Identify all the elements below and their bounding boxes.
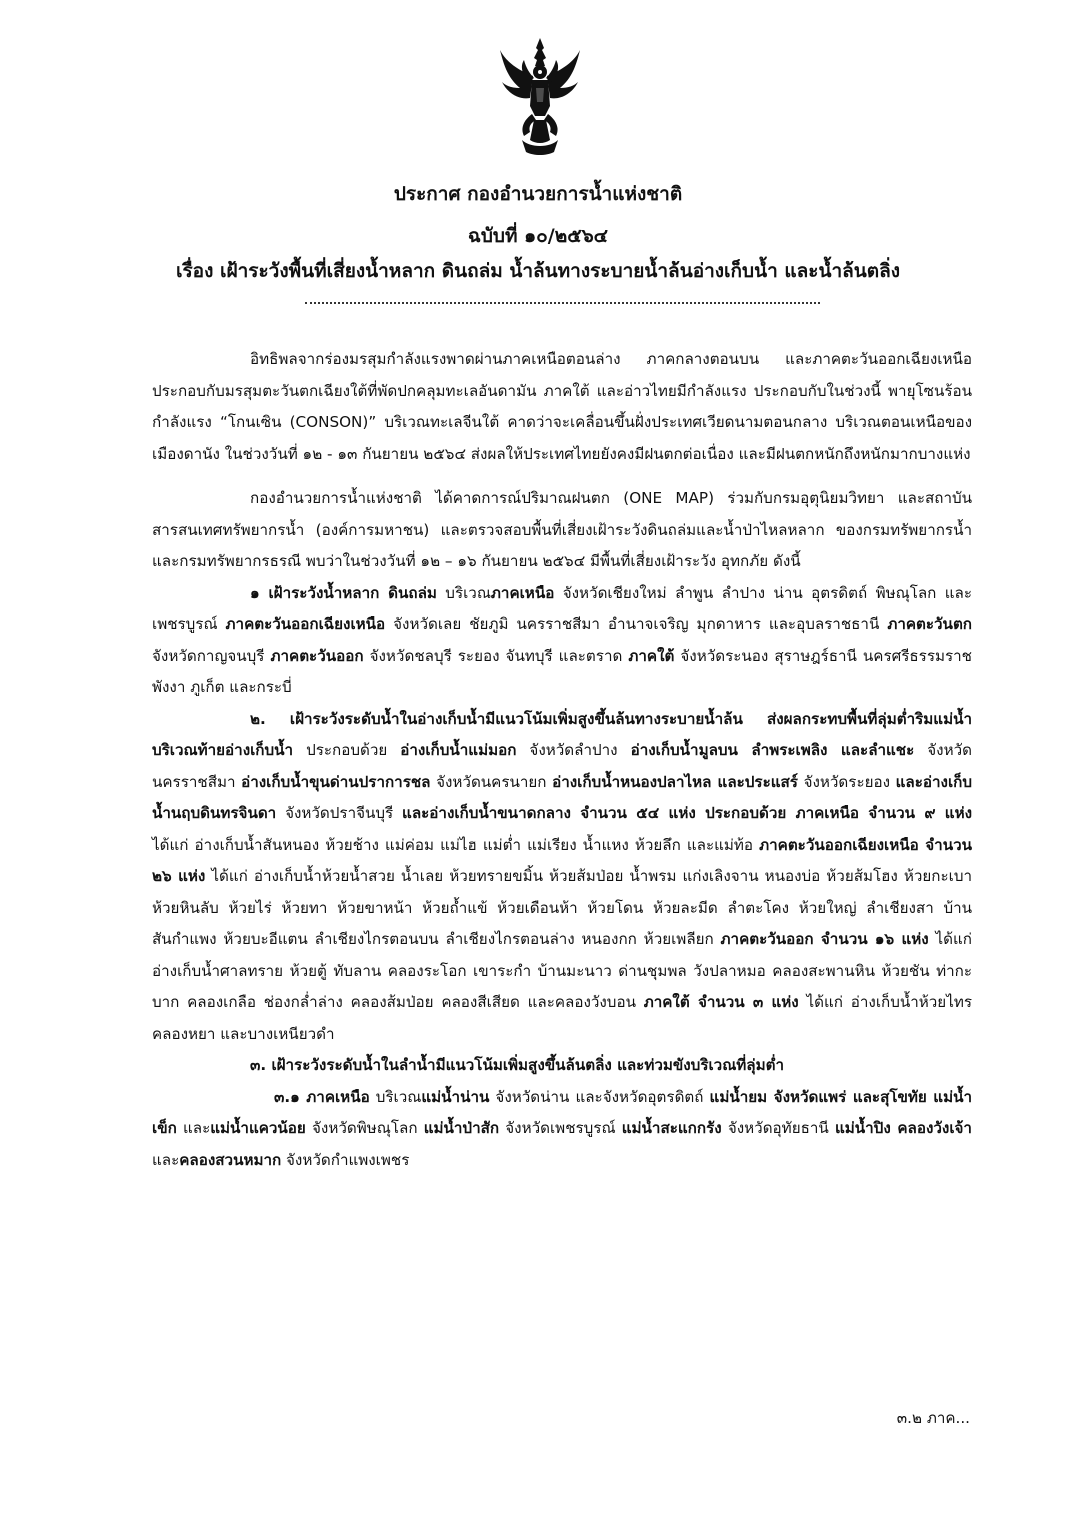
item-2-text: ได้แก่ อ่างเก็บน้ำศาลทราย ห้วยตู้ ทับลาน คลองระโอก เขาระกำ บ้านมะนาว ด่านชุมพล วังปลาหมอ คลองสะพานหิน ห้วยชัน ท่ากะบาก คลองเกลือ ช่องกล่ำล่าง คลองส้มป่อย คลองสีเสียด และคลองวังบอน <box>152 930 972 1011</box>
reservoir-name: อ่างเก็บน้ำหนองปลาไหล และประแสร์ <box>552 772 798 791</box>
item-2-text: ประกอบด้วย <box>293 741 401 759</box>
item-3-1-text: และ <box>176 1119 211 1137</box>
item-3-lead: ๓. เฝ้าระวังระดับน้ำในลำน้ำมีแนวโน้มเพิ่มสูงขึ้นล้นตลิ่ง และท่วมขังบริเวณที่ลุ่มต่ำ <box>250 1056 785 1074</box>
item-2-text: จังหวัดนครราชสีมา <box>152 741 973 791</box>
item-2-text: ได้แก่ อ่างเก็บน้ำห้วยน้ำสวย น้ำเลย ห้วยทรายขมิ้น ห้วยส้มป่อย น้ำพรม แก่งเลิงจาน หนองบ่อ ห้วยส้มโฮง ห้วยกะเบา ห้วยหินลับ ห้วยไร่ ห้วยทา ห้วยขาหน้า ห้วยถ้ำแข้ ห้วยเดือนห้า ห้วยโดน ห้วยละมีด ลำตะโคง ห้วยใหญ่ ลำเชียงสา บ้านสันกำแพง ห้วยบะอีแตน ลำเชียงไกรตอนบน ลำเชียงไกรตอนล่าง หนองกก ห้วยเพลียก <box>152 867 973 948</box>
south-reservoirs-count: ภาคใต้ จำนวน ๓ แห่ง <box>643 993 799 1011</box>
item-3-1-text: จังหวัดเพชรบูรณ์ <box>499 1119 622 1137</box>
river-name: แม่น้ำป่าสัก <box>423 1119 500 1137</box>
dotted-divider <box>305 302 820 304</box>
item-2-lead: ๒. เฝ้าระวังระดับน้ำในอ่างเก็บน้ำมีแนวโน้มเพิ่มสูงขึ้นล้นทางระบายน้ำล้น ส่งผลกระทบพื้นที่ลุ่มต่ำริมแม่น้ำบริเวณท้ายอ่างเก็บน้ำ <box>152 709 972 759</box>
item-2-text: จังหวัดลำปาง <box>516 741 631 759</box>
item-3-1-text: จังหวัดน่าน และจังหวัดอุตรดิตถ์ <box>489 1087 710 1106</box>
item-2-text: จังหวัดปราจีนบุรี <box>276 804 403 822</box>
item-3-1-text: บริเวณ <box>369 1087 422 1106</box>
river-name: แม่น้ำปิง คลองวังเจ้า <box>834 1119 972 1137</box>
item-2-text: ได้แก่ อ่างเก็บน้ำสันหนอง ห้วยช้าง แม่ค่อม แม่ไฮ แม่ต่ำ แม่เรียง น้ำแหง ห้วยลึก และแม่ท้อ <box>152 835 760 854</box>
announcement-body <box>152 344 972 1176</box>
item-1-text: บริเวณ <box>436 583 491 602</box>
region-south: ภาคใต้ <box>628 646 675 665</box>
item-1-text: จังหวัดระนอง สุราษฎร์ธานี นครศรีธรรมราช พังงา ภูเก็ต และกระบี่ <box>152 646 972 696</box>
item-2-text: ได้แก่ อ่างเก็บน้ำห้วยไทร คลองหยา และบางเหนียวดำ <box>152 993 973 1043</box>
item-1-text: จังหวัดชลบุรี ระยอง จันทบุรี และตราด <box>363 646 629 665</box>
reservoir-name: อ่างเก็บน้ำแม่มอก <box>400 741 517 759</box>
region-east: ภาคตะวันออก <box>270 646 364 665</box>
region-west: ภาคตะวันตก <box>887 615 973 633</box>
paragraph-weather: อิทธิพลจากร่องมรสุมกำลังแรงพาดผ่านภาคเหนือตอนล่าง ภาคกลางตอนบน และภาคตะวันออกเฉียงเหนือ ประกอบกับมรสุมตะวันตกเฉียงใต้ที่พัดปกคลุมทะเลอันดามัน ภาคใต้ และอ่าวไทยมีกำลังแรง ประกอบกับในช่วงนี้ พายุโซนร้อนกำลังแรง “โกนเซิน (CONSON)” บริเวณทะเลจีนใต้ คาดว่าจะเคลื่อนขึ้นฝั่งประเทศเวียดนามตอนกลาง บริเวณตอนเหนือของเมืองดานัง ในช่วงวันที่ ๑๒ - ๑๓ กันยายน ๒๕๖๔ ส่งผลให้ประเทศไทยยังคงมีฝนตกต่อเนื่อง และมีฝนตกหนักถึงหนักมากบางแห่ง <box>152 350 972 463</box>
east-reservoirs-count: ภาคตะวันออก จำนวน ๑๖ แห่ง <box>720 930 929 948</box>
item-2-text: จังหวัดระยอง <box>797 772 896 791</box>
reservoir-name: อ่างเก็บน้ำมูลบน ลำพระเพลิง และลำแชะ <box>630 741 915 759</box>
item-1-text: จังหวัดเลย ชัยภูมิ นครราชสีมา อำนาจเจริญ มุกดาหาร และอุบลราชธานี <box>385 615 888 633</box>
reservoir-name: และอ่างเก็บน้ำนฤบดินทรจินดา <box>152 772 972 822</box>
item-3-river-overflow <box>152 1050 972 1082</box>
garuda-emblem-icon <box>498 36 582 158</box>
item-3-1-text: จังหวัดกำแพงเพชร <box>281 1150 410 1169</box>
river-name: คลองสวนหมาก <box>179 1150 282 1169</box>
item-3-1-text: จังหวัดพิษณุโลก <box>305 1119 424 1137</box>
item-3-1-text: จังหวัดอุทัยธานี <box>721 1119 835 1137</box>
item-1-flash-flood-landslide <box>152 578 972 704</box>
item-2-text: จังหวัดนครนายก <box>430 772 553 791</box>
northeast-reservoirs-count: ภาคตะวันออกเฉียงเหนือ จำนวน ๒๖ แห่ง <box>152 835 972 885</box>
river-name: แม่น้ำน่าน <box>421 1087 490 1106</box>
medium-reservoirs-count: และอ่างเก็บน้ำขนาดกลาง จำนวน ๕๔ แห่ง ประกอบด้วย ภาคเหนือ จำนวน ๙ แห่ง <box>402 804 972 822</box>
item-3-1-north <box>152 1082 972 1177</box>
region-north: ภาคเหนือ <box>490 583 555 602</box>
announcement-subject: เรื่อง เฝ้าระวังพื้นที่เสี่ยงน้ำหลาก ดินถล่ม น้ำล้นทางระบายน้ำล้นอ่างเก็บน้ำ และน้ำล้นตลิ่ง <box>175 260 901 282</box>
river-name: แม่น้ำยม จังหวัดแพร่ และสุโขทัย แม่น้ำเข็ก <box>152 1087 973 1137</box>
region-northeast: ภาคตะวันออกเฉียงเหนือ <box>225 615 386 633</box>
item-3-1-text: และ <box>152 1150 180 1169</box>
item-1-text: จังหวัดเชียงใหม่ ลำพูน ลำปาง น่าน อุตรดิตถ์ พิษณุโลก และเพชรบูรณ์ <box>152 583 973 633</box>
paragraph-forecast: กองอำนวยการน้ำแห่งชาติ ได้คาดการณ์ปริมาณฝนตก (ONE MAP) ร่วมกับกรมอุตุนิยมวิทยา และสถาบันสารสนเทศทรัพยากรน้ำ (องค์การมหาชน) และตรวจสอบพื้นที่เสี่ยงเฝ้าระวังดินถล่มและน้ำป่าไหลหลาก ของกรมทรัพยากรน้ำ และกรมทรัพยากรธรณี พบว่าในช่วงวันที่ ๑๒ – ๑๖ กันยายน ๒๕๖๔ มีพื้นที่เสี่ยงเฝ้าระวัง อุทกภัย ดังนี้ <box>152 489 972 570</box>
item-2-reservoir-spillway <box>152 704 972 1051</box>
river-name: แม่น้ำแควน้อย <box>210 1119 306 1137</box>
item-1-text: จังหวัดกาญจนบุรี <box>152 646 271 665</box>
reservoir-name: อ่างเก็บน้ำขุนด่านปราการชล <box>241 772 431 791</box>
river-name: แม่น้ำสะแกกรัง <box>621 1119 722 1137</box>
item-3-1-lead: ๓.๑ ภาคเหนือ <box>274 1087 370 1106</box>
next-page-reference: ๓.๒ ภาค... <box>896 1409 970 1427</box>
item-1-lead: ๑ เฝ้าระวังน้ำหลาก ดินถล่ม <box>250 583 437 602</box>
announcement-title: ประกาศ กองอำนวยการน้ำแห่งชาติ <box>393 183 683 205</box>
announcement-number: ฉบับที่ ๑๐/๒๕๖๔ <box>467 225 609 247</box>
